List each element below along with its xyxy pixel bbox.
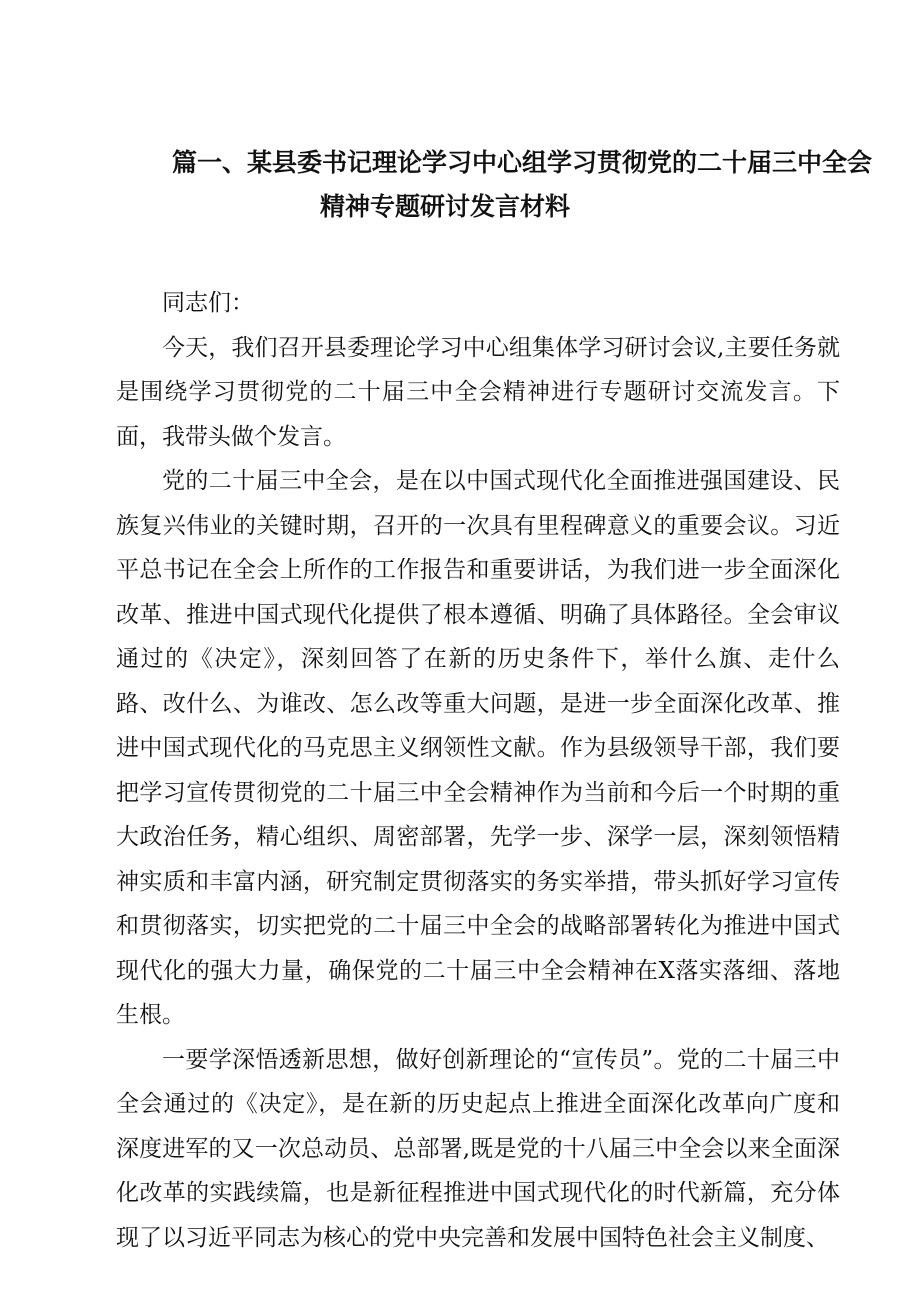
- document-title-line-1: 篇一、某县委书记理论学习中心组学习贯彻党的二十届三中全会: [172, 148, 873, 177]
- salutation: 同志们：: [162, 290, 254, 316]
- paragraph-intro: 今天，我们召开县委理论学习中心组集体学习研讨会议,主要任务就是围绕学习贯彻党的二十届三中全会精神进行专题研讨交流发言。下面，我带头做个发言。: [116, 334, 840, 450]
- document-title-line-2: 精神专题研讨发言材料: [320, 192, 571, 221]
- document-body: [116, 281, 840, 1260]
- paragraph-first-requirement: 一要学深悟透新思想，做好创新理论的“宣传员”。党的二十届三中全会通过的《决定》，是在新的历史起点上推进全面深化改革向广度和深度进军的又一次总动员、总部署,既是党的十八届三中全会以来全面深化改革的实践续篇，也是新征程推进中国式现代化的时代新篇，充分体现了以习近平同志为核心的党中央完善和发展中国特色社会主义制度、: [116, 1046, 840, 1251]
- paragraph-plenum-significance: 党的二十届三中全会，是在以中国式现代化全面推进强国建设、民族复兴伟业的关键时期，召开的一次具有里程碑意义的重要会议。习近平总书记在全会上所作的工作报告和重要讲话，为我们进一步全面深化改革、推进中国式现代化提供了根本遵循、明确了具体路径。全会审议通过的《决定》，深刻回答了在新的历史条件下，举什么旗、走什么路、改什么、为谁改、怎么改等重大问题，是进一步全面深化改革、推进中国式现代化的马克思主义纲领性文献。作为县级领导干部，我们要把学习宣传贯彻党的二十届三中全会精神作为当前和今后一个时期的重大政治任务，精心组织、周密部署，先学一步、深学一层，深刻领悟精神实质和丰富内涵，研究制定贯彻落实的务实举措，带头抓好学习宣传和贯彻落实，切实把党的二十届三中全会的战略部署转化为推进中国式现代化的强大力量，确保党的二十届三中全会精神在X落实落细、落地生根。: [116, 468, 840, 1028]
